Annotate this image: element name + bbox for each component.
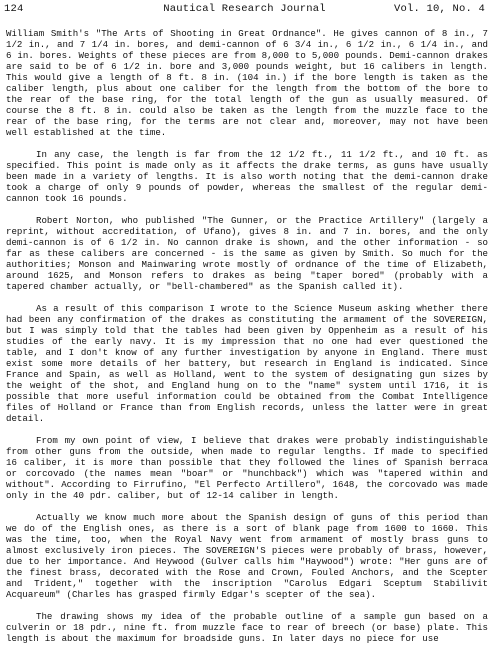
- paragraph-1: William Smith's "The Arts of Shooting in Great Ordnance". He gives cannon of 8 in., 7 1/2 in., and 7 1/4 in. bores, and demi-cannon of 6 3/4 in., 6 1/2 in., 6 1/4 in., and 6 in. bores. Weights of these pieces are from 8,000 to 5,000 pounds. Demi-cannon drakes are said to be of 6 1/2 in. bore and 3,000 pounds weight, but 16 calibers in length. This would give a length of 8 ft. 8 in. (104 in.) if the bore length is taken as the caliber length, plus about one caliber for the length from the bottom of the bore to the rear of the base ring, for the total length of the gun as usually measured. Of course the 8 ft. 8 in. could also be taken as the length from the muzzle face to the rear of the base ring, for the terms are not clear and, moreover, may not have been well established at the time.: [6, 28, 488, 139]
- paragraph-5: From my own point of view, I believe that drakes were probably indistinguishable from other guns from the outside, when made to regular lengths. If made to specified 16 caliber, it is more than possible that they followed the lines of Spanish berraca or corcovado (the names mean "boar" or "hunchback") which was "tapered within and without". According to Firrufino, "El Perfecto Artillero", 1648, the corcovado was made only in the 40 pdr. caliber, but of 12-14 caliber in length.: [6, 434, 488, 502]
- volume-issue: Vol. 10, No. 4: [393, 3, 485, 15]
- paragraph-6: Actually we know much more about the Spanish design of guns of this period than we do of the English ones, as there is a sort of blank page from 1600 to 1660. This was the time, too, when the Royal Navy went from armament of mostly brass guns to almost exclusively iron pieces. The SOVEREIGN'S pieces were probably of brass, however, due to her importance. And Heywood (Gulver calls him "Haywood") wrote: "Her guns are of the finest brass, decorated with the Rose and Crown, Fouled Anchors, and the Scepter and Trident," together with the inscription "Carolus Edgari Sceptum Stabilivit Acquareum" (Charles has grasped firmly Edgar's scepter of the sea).: [6, 511, 488, 601]
- article-body: [6, 28, 488, 655]
- paragraph-7: The drawing shows my idea of the probable outline of a sample gun based on a culverin or 18 pdr., nine ft. from muzzle face to rear of breech (or base) plate. This length is about the maximum for broadside guns. In later days no piece for use: [6, 610, 488, 644]
- paragraph-3: Robert Norton, who published "The Gunner, or the Practice Artillery" (largely a reprint, without accreditation, of Ufano), gives 8 in. and 7 in. bores, and the only demi-cannon is of 6 1/2 in. No cannon drake is shown, and the other information - so far as these calibers are concerned - is the same as given by Smith. So much for the authorities; Monson and Mainwaring wrote mostly of ordnance of the time of Elizabeth, around 1625, and Monson refers to drakes as being "taper bored" (probably with a tapered chamber actually, or "bell-chambered" as the Spanish called it).: [6, 214, 488, 293]
- journal-title: Nautical Research Journal: [163, 3, 326, 15]
- paragraph-4: As a result of this comparison I wrote to the Science Museum asking whether there had been any confirmation of the drakes as constituting the armament of the SOVEREIGN, but I was simply told that the tables had been given by Oppenheim as a result of his studies of the early navy. It is my impression that no one had ever questioned the table, and I don't know of any further investigation by anyone in England. There must exist some more details of her battery, but research in England is indicated. Since France and Spain, as well as Holland, went to the system of designating gun sizes by the weight of the shot, and England hung on to the "name" system until 1716, it is possible that more useful information could be obtained from the Combat Intelligence files of Holland or France than from English records, unless the latter were in great detail.: [6, 302, 488, 425]
- page-number: 124: [4, 3, 24, 15]
- running-header: [4, 3, 485, 17]
- paragraph-2: In any case, the length is far from the 12 1/2 ft., 11 1/2 ft., and 10 ft. as specified. This point is made only as it affects the drake terms, as guns have usually been made in a variety of lengths. It is also worth noting that the demi-cannon drake took a charge of only 9 pounds of powder, whereas the smallest of the regular demi-cannon took 16 pounds.: [6, 149, 488, 205]
